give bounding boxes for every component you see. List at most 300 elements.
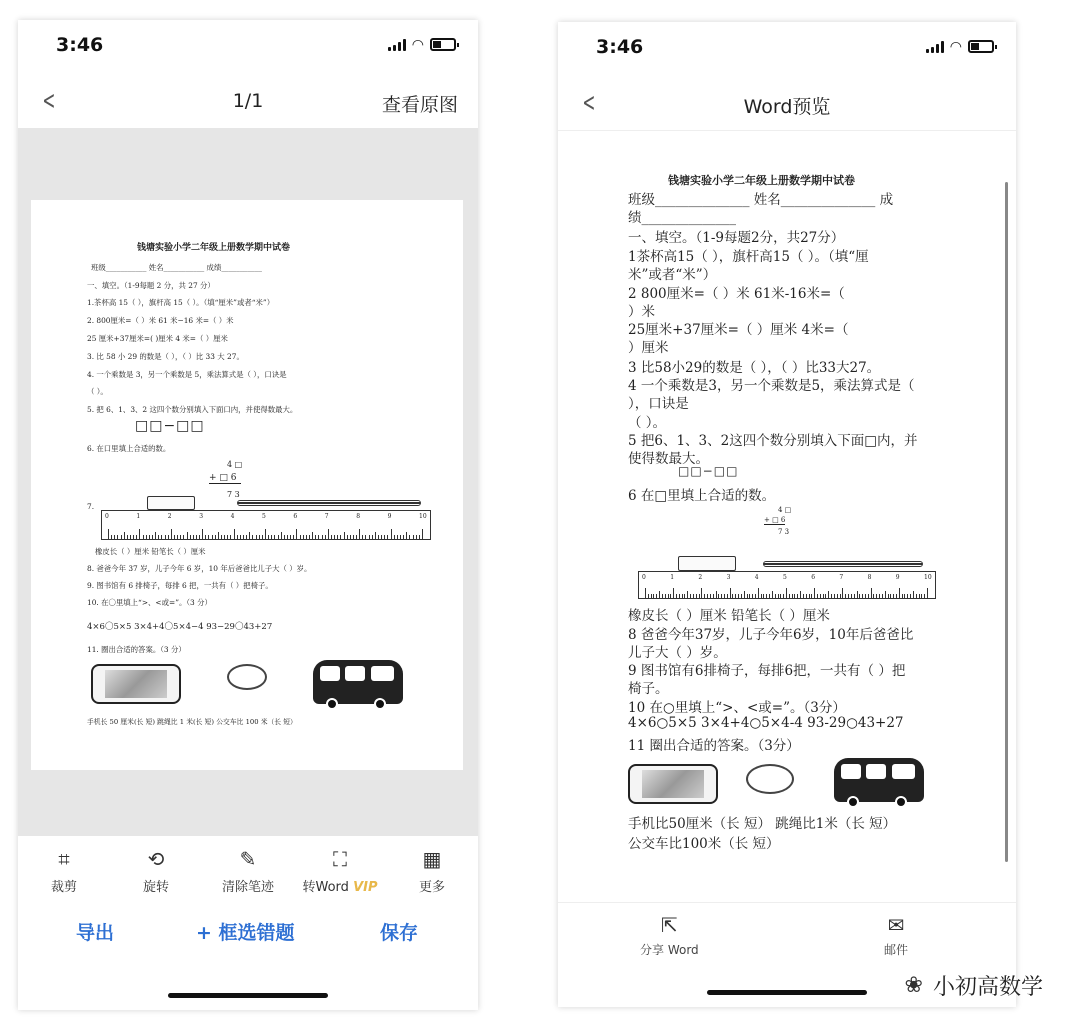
wechat-icon: ❀ [904,973,923,998]
ruler-illustration [638,571,936,599]
ruler-number: 1 [670,574,675,581]
ruler-tick [851,594,852,598]
doc-line: 4×6○5×5 3×4+4○5×4-4 93-29○43+27 [628,715,904,731]
ruler-tick [772,591,773,598]
ruler-number: 7 [839,574,844,581]
vip-badge: VIP [353,880,378,895]
ruler-tick [369,535,370,539]
ruler-tick [359,529,360,539]
ruler-number: 9 [387,513,392,520]
ruler-tick [111,535,112,539]
ruler-tick [763,594,764,598]
ruler-tick [384,535,385,539]
ruler-tick [862,594,863,598]
ruler-number: 6 [293,513,298,520]
doc-line: 2. 800厘米=（ ）米 61 米−16 米=（ ）米 [87,316,234,325]
doc-line: 6 在□里填上合适的数。 [628,488,776,504]
ruler-number: 6 [811,574,816,581]
ruler-tick [859,594,860,598]
ruler-tick [865,594,866,598]
ruler-tick [114,535,115,539]
ruler-tick [744,591,745,598]
doc-line: 10. 在〇里填上“>、<或=”。（3 分） [87,598,212,607]
divider [558,130,1016,131]
ruler-tick [893,594,894,598]
ruler-tick [687,591,688,598]
ruler-tick [143,535,144,539]
ruler-tick [873,594,874,598]
ruler-tick [265,529,266,539]
ruler-tick [845,594,846,598]
doc-line: 10 在○里填上“>、<或=”。（3分） [628,700,846,716]
ruler-tick [146,535,147,539]
ruler-tick [234,529,235,539]
watermark-text: 小初高数学 [932,975,1043,1000]
share-icon: ⇱ [660,913,678,937]
view-original-button[interactable]: 查看原图 [381,94,458,116]
ruler-tick [397,535,398,539]
ruler-tick [124,532,125,539]
crop-button[interactable] [24,848,104,895]
ruler-tick [328,529,329,539]
bus-illustration [313,660,403,704]
doc-line: 1.茶杯高 15（ ），旗杆高 15（ ）。（填“厘米”或者“米”） [87,298,275,307]
ruler-tick [786,588,787,598]
doc-line: 2 800厘米=（ ）米 61米-16米=（ [628,286,845,302]
ruler-tick [676,594,677,598]
ruler-tick [347,535,348,539]
ruler-number: 3 [726,574,731,581]
erase-pen-icon: ✎ [239,847,257,871]
doc-line: 9. 图书馆有 6 排椅子，每排 6 把，一共有（ ）把椅子。 [87,581,273,590]
page-counter: 1/1 [232,90,264,112]
signal-icon [388,39,406,51]
ruler-tick [831,594,832,598]
back-button[interactable]: < [42,86,56,116]
doc-title: 钱塘实验小学二年级上册数学期中试卷 [137,243,291,253]
ruler-tick [716,591,717,598]
ruler-tick [237,535,238,539]
ruler-tick [684,594,685,598]
ruler-tick [761,594,762,598]
doc-line: 手机长 50 厘米(长 短) 跳绳比 1 米(长 短) 公交车比 100 米（长 短） [87,718,297,726]
status-time: 3:46 [56,34,104,56]
doc-line: 3. 比 58 小 29 的数是（ ），（ ）比 33 大 27。 [87,352,244,361]
ruler-number: 8 [356,513,361,520]
ruler-tick [871,588,872,598]
doc-line: （ ）。 [87,387,108,396]
phone-illustration [628,764,718,804]
doc-line: 4. 一个乘数是 3，另一个乘数是 5，乘法算式是（ ），口诀是 [87,370,287,379]
ruler-tick [165,535,166,539]
mail-button[interactable] [884,913,908,958]
ruler-tick [353,535,354,539]
ruler-tick [281,532,282,539]
ruler-tick [193,535,194,539]
ruler-tick [811,594,812,598]
ruler-tick [240,535,241,539]
doc-line: 5 把6、1、3、2这四个数分别填入下面□内，并 [628,433,918,449]
ruler-number: 4 [230,513,235,520]
ruler-tick [924,594,925,598]
ruler-tick [108,529,109,539]
eraser-illustration [147,496,195,510]
ruler-tick [331,535,332,539]
ruler-tick [662,594,663,598]
ruler-tick [293,535,294,539]
ruler-tick [904,594,905,598]
ruler-tick [749,594,750,598]
ruler-tick [274,535,275,539]
ruler-tick [133,535,134,539]
ruler-tick [340,535,341,539]
ruler-tick [409,535,410,539]
signal-icon [926,41,944,53]
ruler-number: 2 [167,513,172,520]
ruler-tick [155,532,156,539]
crop-label: 裁剪 [50,880,77,895]
eraser-illustration [678,556,736,571]
page-title: Word预览 [743,96,831,118]
ruler-number: 5 [783,574,787,581]
wifi-icon: ◠ [949,38,962,55]
doc-line: 儿子大（ ）岁。 [628,645,727,661]
ruler-tick [752,594,753,598]
select-wrong-button[interactable]: + 框选错题 [196,922,295,944]
doc-line: 9 图书馆有6排椅子，每排6把，一共有（ ）把 [628,663,906,679]
ruler-tick [803,594,804,598]
doc-line: 5. 把 6、1、3、2 这四个数分别填入下面口内，并使得数最大。 [87,405,298,414]
ruler-tick [171,529,172,539]
ruler-number: 0 [642,574,646,581]
doc-math: 4 □ [778,506,792,514]
edit-toolbar [18,836,478,906]
doc-line: 公交车比100米（长 短） [628,836,780,852]
ruler-tick [262,535,263,539]
ruler-number: 4 [754,574,759,581]
ruler-tick [187,532,188,539]
ruler-number: 9 [895,574,900,581]
doc-line: 4×6〇5×5 3×4+4〇5×4−4 93−29〇43+27 [87,622,273,632]
ruler-tick [741,594,742,598]
doc-line: 一、填空。（1-9每题 2 分，共 27 分） [87,281,215,290]
ruler-tick [205,535,206,539]
back-button[interactable]: < [582,88,596,118]
ruler-tick [797,594,798,598]
doc-line: （ ）。 [628,415,667,431]
ruler-tick [224,535,225,539]
ruler-tick [149,535,150,539]
ruler-tick [823,594,824,598]
doc-line: 使得数最大。 [628,451,709,467]
ruler-tick [168,535,169,539]
ruler-tick [679,594,680,598]
ruler-tick [693,594,694,598]
battery-icon [968,40,994,53]
ruler-tick [287,535,288,539]
ruler-tick [707,594,708,598]
ruler-tick [789,594,790,598]
share-word-button[interactable] [640,913,699,958]
scrollbar[interactable] [1005,182,1008,862]
ruler-tick [190,535,191,539]
ruler-tick [837,594,838,598]
ruler-tick [713,594,714,598]
ruler-tick [814,588,815,598]
doc-line: 6. 在口里填上合适的数。 [87,444,171,453]
ruler-tick [344,532,345,539]
export-button[interactable]: 导出 [76,922,115,944]
ruler-number: 0 [105,513,109,520]
ruler-tick [696,594,697,598]
ruler-tick [387,535,388,539]
ruler-number: 5 [262,513,266,520]
phone-illustration [91,664,181,704]
ruler-tick [651,594,652,598]
nav-bar [18,80,478,128]
rotate-icon: ⟲ [147,847,165,871]
ruler-tick [704,594,705,598]
action-bar [18,910,478,960]
ruler-tick [259,535,260,539]
clear-ink-button[interactable] [208,848,288,895]
ruler-tick [180,535,181,539]
ruler-tick [766,594,767,598]
ruler-tick [735,594,736,598]
ruler-tick [857,591,858,598]
ruler-tick [406,532,407,539]
ruler-tick [919,594,920,598]
doc-line: 4 一个乘数是3，另一个乘数是5，乘法算式是（ [628,378,915,394]
ruler-tick [668,594,669,598]
ruler-tick [673,588,674,598]
ruler-tick [648,594,649,598]
ruler-tick [400,535,401,539]
ruler-tick [290,535,291,539]
status-bar [18,20,478,72]
home-indicator [168,993,328,998]
doc-line: 25厘米+37厘米=（ ）厘米 4米=（ [628,322,849,338]
ruler-tick [721,594,722,598]
ruler-tick [910,594,911,598]
ruler-tick [243,535,244,539]
ruler-tick [212,535,213,539]
ruler-tick [775,594,776,598]
ruler-tick [718,594,719,598]
ruler-tick [800,591,801,598]
doc-line: 11 圈出合适的答案。（3分） [628,738,800,754]
ruler-tick [403,535,404,539]
wifi-icon: ◠ [411,36,424,53]
ruler-tick [356,535,357,539]
doc-line: 手机比50厘米（长 短） 跳绳比1米（长 短） [628,816,897,832]
ruler-tick [318,535,319,539]
doc-math: 7 3 [778,528,790,536]
ruler-tick [913,591,914,598]
ruler-tick [365,535,366,539]
ruler-tick [806,594,807,598]
ruler-tick [890,594,891,598]
ruler-tick [218,532,219,539]
ruler-tick [127,535,128,539]
ruler-tick [882,594,883,598]
ruler-tick [780,594,781,598]
ruler-tick [394,535,395,539]
ruler-tick [738,594,739,598]
ruler-tick [792,594,793,598]
ruler-tick [334,535,335,539]
ruler-tick [378,535,379,539]
ruler-tick [325,535,326,539]
pencil-illustration [763,561,923,567]
ruler-tick [809,594,810,598]
ruler-tick [284,535,285,539]
ruler-tick [121,535,122,539]
ruler-tick [701,588,702,598]
ruler-tick [758,588,759,598]
doc-math: + □ 6 [209,473,241,484]
status-bar [558,22,1016,74]
doc-title: 钱塘实验小学二年级上册数学期中试卷 [668,174,855,187]
ruler-tick [899,588,900,598]
home-indicator [707,990,867,995]
ruler-tick [868,594,869,598]
ruler-tick [645,588,646,598]
ruler-tick [249,532,250,539]
ruler-tick [854,594,855,598]
ruler-tick [300,535,301,539]
ruler-tick [834,594,835,598]
jump-rope-illustration [746,764,794,794]
status-time: 3:46 [596,36,644,58]
ruler-tick [139,529,140,539]
ruler-tick [337,535,338,539]
mail-label: 邮件 [884,943,909,957]
ruler-tick [296,529,297,539]
watermark [905,970,1043,1001]
ruler-tick [227,535,228,539]
doc-line: 一、填空。（1-9每题2分，共27分） [628,230,845,246]
left-phone-screen [18,20,478,1010]
ruler-tick [372,535,373,539]
share-word-label: 分享 Word [640,943,699,957]
ruler-tick [161,535,162,539]
ruler-number: 1 [136,513,141,520]
ruler-tick [730,588,731,598]
ruler-tick [656,594,657,598]
ruler-number: 2 [698,574,703,581]
ruler-tick [309,535,310,539]
ruler-tick [699,594,700,598]
ruler-tick [268,535,269,539]
doc-boxes: □□−□□ [678,464,739,478]
more-label: 更多 [418,880,445,895]
ruler-tick [136,535,137,539]
rotate-label: 旋转 [142,880,169,895]
ruler-tick [840,594,841,598]
ruler-tick [413,535,414,539]
ruler-tick [778,594,779,598]
doc-line: 1茶杯高15（ ），旗杆高15（ ）。（填“厘 [628,249,869,265]
scanned-paper [31,200,463,770]
ruler-tick [158,535,159,539]
ruler-tick [690,594,691,598]
right-phone-screen [558,22,1016,1007]
ruler-tick [375,532,376,539]
doc-line: 班级______________ 姓名______________ 成 [628,192,894,208]
doc-line: 绩______________ [628,210,736,226]
ruler-tick [196,535,197,539]
ruler-tick [303,535,304,539]
ruler-tick [842,588,843,598]
ruler-tick [256,535,257,539]
doc-line: 米”或者“米”） [628,267,717,283]
doc-line: 25 厘米+37厘米=( )厘米 4 米=（ ）厘米 [87,334,228,343]
ruler-tick [416,535,417,539]
ruler-tick [879,594,880,598]
doc-header: 班级___________ 姓名___________ 成绩___________ [91,263,262,272]
ruler-tick [278,535,279,539]
doc-math: 4 □ [227,460,243,469]
ruler-tick [825,594,826,598]
ruler-tick [921,594,922,598]
ruler-tick [130,535,131,539]
doc-math: + □ 6 [764,516,786,524]
doc-math: 7 3 [227,490,240,499]
doc-line: 8. 爸爸今年 37 岁，儿子今年 6 岁，10 年后爸爸比儿子大（ ）岁。 [87,564,312,573]
ruler-number: 10 [419,513,427,520]
more-button[interactable] [392,848,472,895]
ruler-tick [885,591,886,598]
ruler-tick [246,535,247,539]
ruler-number: 7 [324,513,329,520]
doc-line: 7. [87,502,95,511]
ruler-tick [391,529,392,539]
doc-line: 8 爸爸今年37岁，儿子今年6岁，10年后爸爸比 [628,627,914,643]
rotate-button[interactable] [116,848,196,895]
ruler-tick [670,594,671,598]
more-grid-icon: ▦ [422,847,442,871]
ruler-tick [710,594,711,598]
doc-line: 3 比58小29的数是（ ），（ ）比33大27。 [628,360,881,376]
save-button[interactable]: 保存 [380,922,419,944]
ruler-tick [732,594,733,598]
ruler-tick [888,594,889,598]
ruler-tick [907,594,908,598]
doc-boxes: □□−□□ [135,418,205,434]
ruler-tick [312,532,313,539]
ruler-tick [896,594,897,598]
ruler-tick [682,594,683,598]
image-preview-area [18,128,478,836]
ruler-tick [117,535,118,539]
ruler-tick [221,535,222,539]
ruler-tick [230,535,231,539]
mail-icon: ✉ [887,913,905,937]
ruler-tick [350,535,351,539]
doc-line: ）厘米 [628,340,669,356]
ruler-tick [208,535,209,539]
ruler-tick [659,591,660,598]
ruler-number: 8 [867,574,872,581]
ruler-tick [215,535,216,539]
ruler-tick [177,535,178,539]
clear-ink-label: 清除笔迹 [221,880,274,895]
to-word-button[interactable] [300,848,380,895]
ruler-tick [422,529,423,539]
to-word-label: 转Word [302,880,349,895]
doc-line: ），口诀是 [628,396,689,412]
